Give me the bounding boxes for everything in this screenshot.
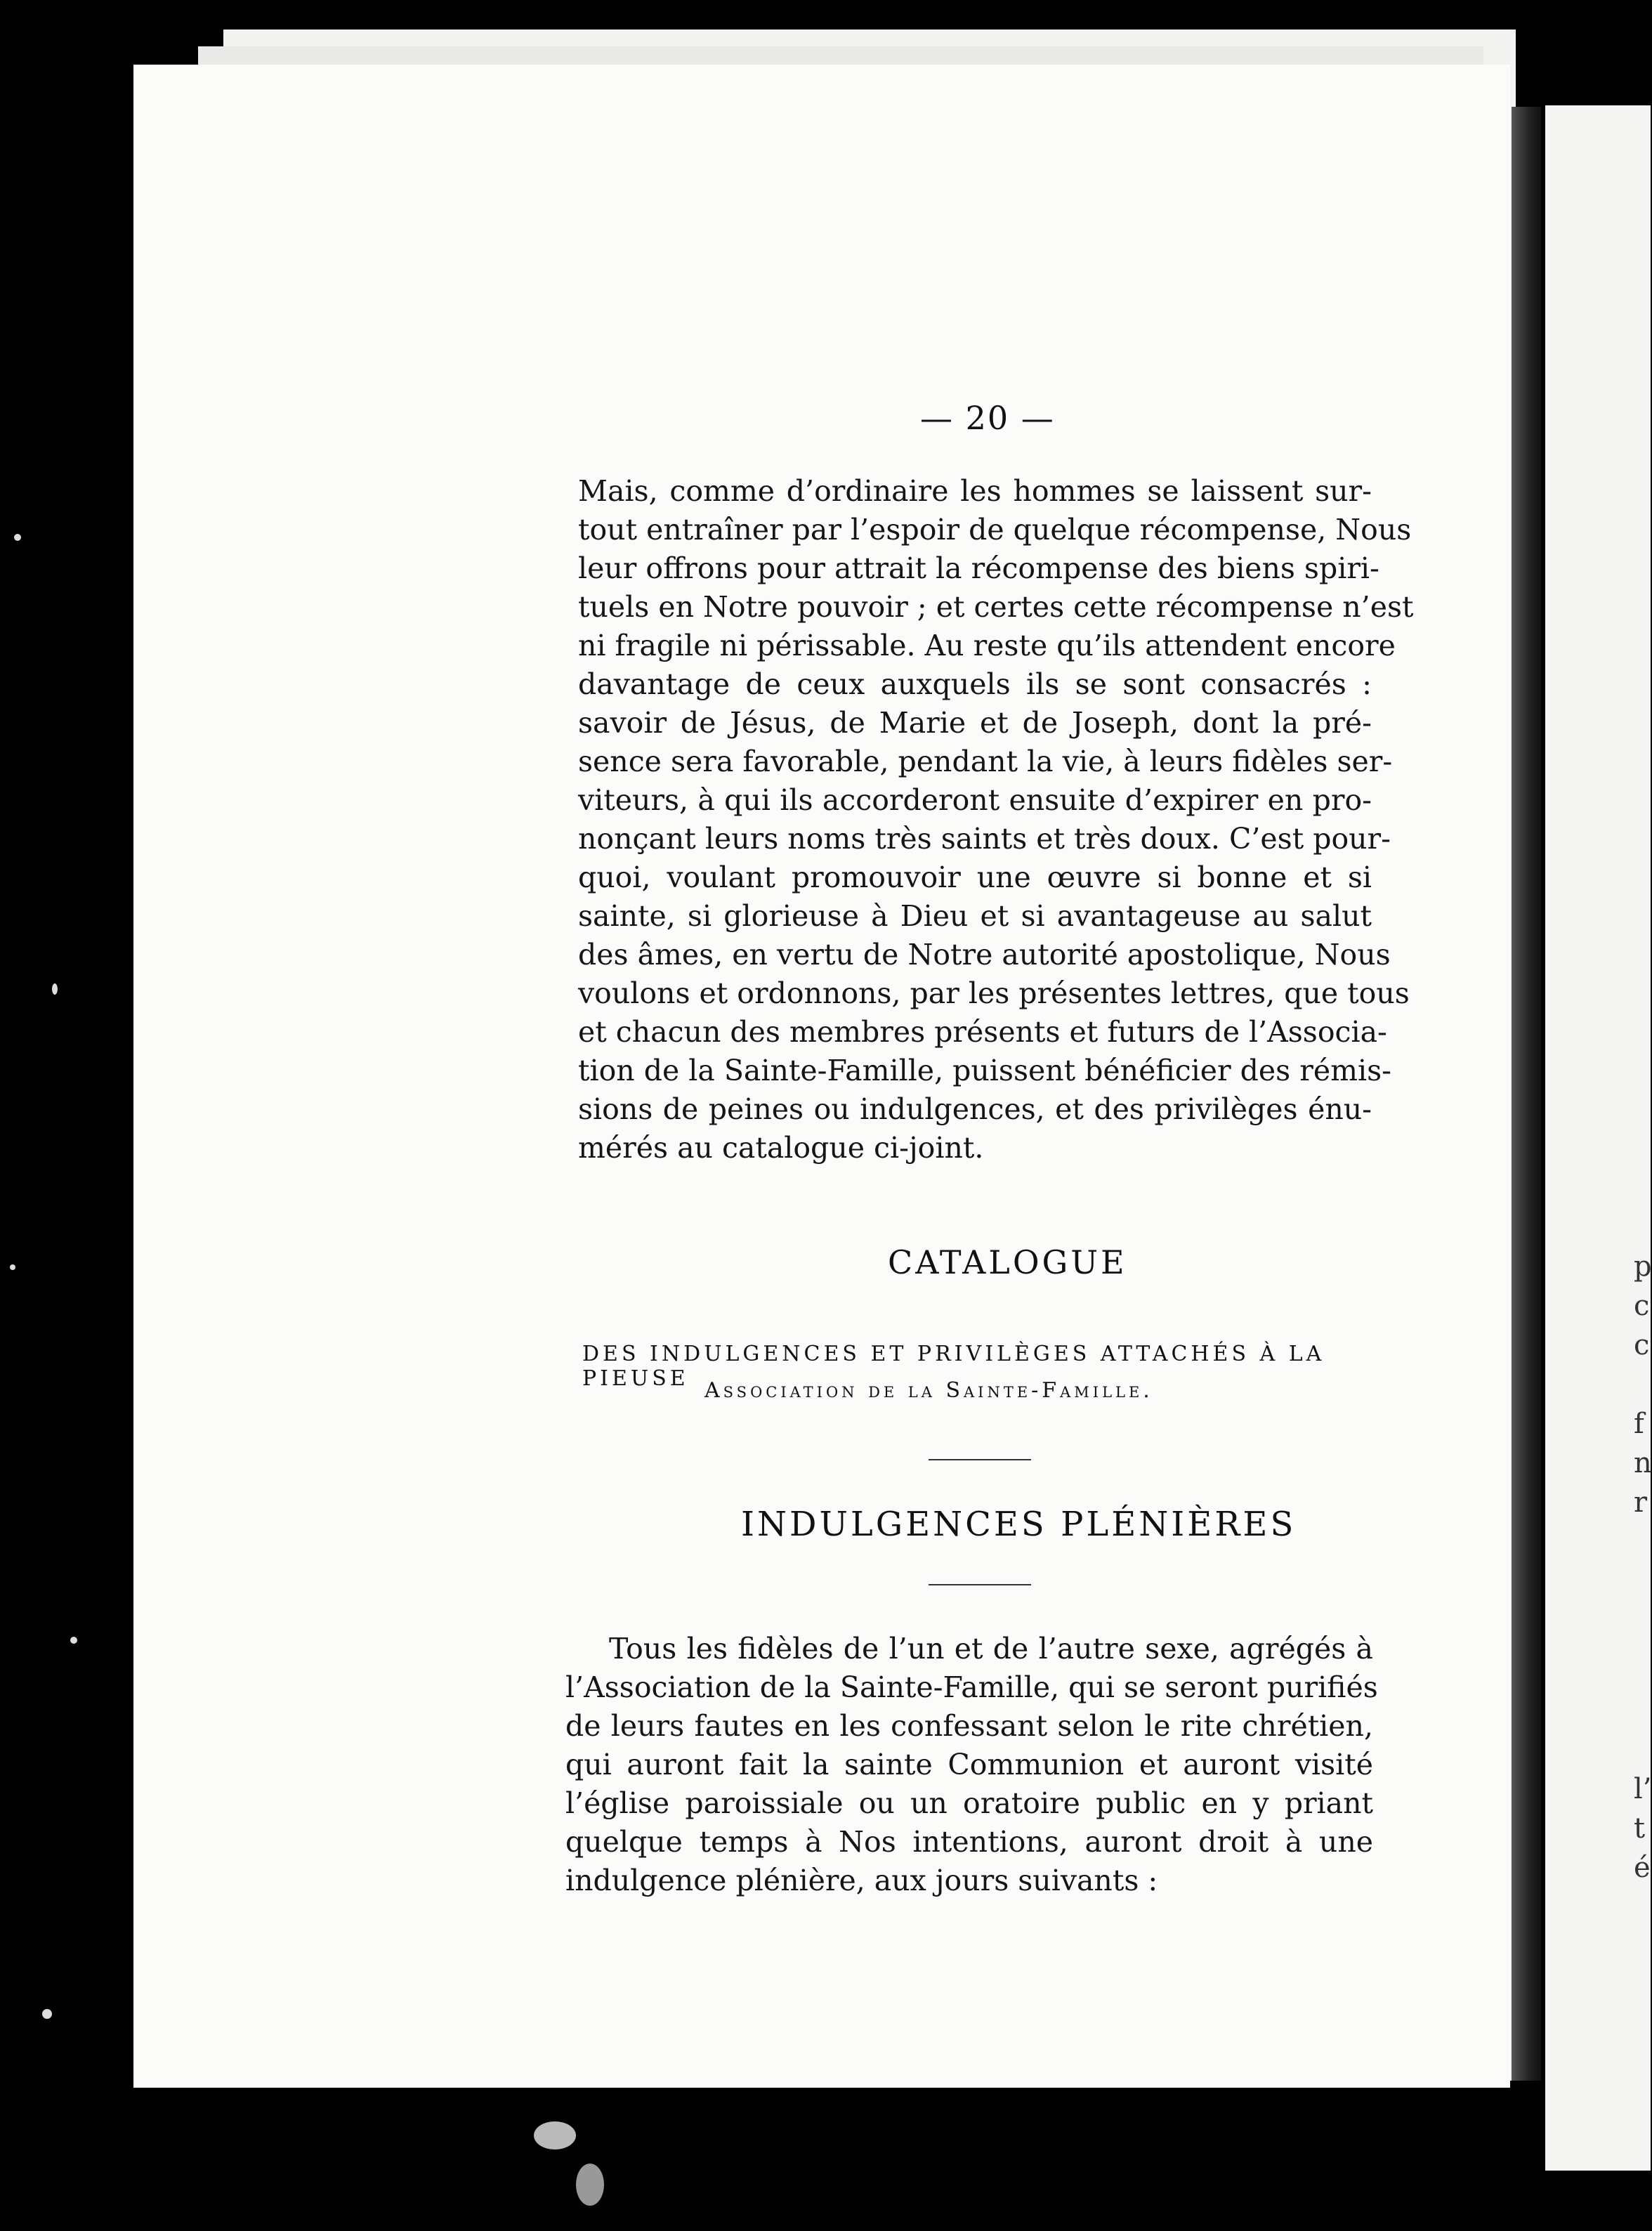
scan-speck: [52, 983, 58, 995]
section-title: INDULGENCES PLÉNIÈRES: [741, 1505, 1297, 1544]
facing-fragment: n: [1634, 1447, 1652, 1479]
facing-fragment: é: [1634, 1852, 1651, 1884]
divider-rule: [929, 1459, 1031, 1460]
scan-speck: [10, 1264, 15, 1270]
paragraph-2: [565, 1630, 1378, 1900]
facing-fragment: r: [1634, 1486, 1648, 1519]
scan-speck: [534, 2121, 576, 2150]
text-line: viteurs, à qui ils accorderont ensuite d’expirer en pro-: [578, 783, 1372, 817]
text-line: sence sera favorable, pendant la vie, à leurs fidèles ser-: [578, 745, 1393, 778]
text-line: sainte, si glorieuse à Dieu et si avantageuse au salut: [578, 899, 1372, 933]
facing-fragment: t: [1634, 1812, 1646, 1845]
text-line: tout entraîner par l’espoir de quelque récompense, Nous: [578, 513, 1412, 547]
text-line: quelque temps à Nos intentions, auront droit à une: [565, 1825, 1373, 1859]
text-line: voulons et ordonnons, par les présentes lettres, que tous: [578, 976, 1410, 1010]
text-line: de leurs fautes en les confessant selon le rite chrétien,: [565, 1709, 1373, 1743]
text-line: Tous les fidèles de l’un et de l’autre sexe, agrégés à: [609, 1632, 1373, 1666]
text-line: tuels en Notre pouvoir ; et certes cette récompense n’est: [578, 590, 1414, 624]
text-line: leur offrons pour attrait la récompense des biens spiri-: [578, 551, 1379, 585]
paragraph-1: [578, 472, 1414, 1167]
scan-speck: [576, 2164, 604, 2206]
text-line: ni fragile ni périssable. Au reste qu’ils attendent encore: [578, 629, 1396, 662]
scan-speck: [42, 2009, 52, 2019]
text-line: Mais, comme d’ordinaire les hommes se laissent sur-: [578, 474, 1372, 508]
facing-fragment: p: [1634, 1250, 1652, 1283]
text-line: l’église paroissiale ou un oratoire public en y priant: [565, 1786, 1373, 1820]
page-number: — 20 —: [920, 399, 1055, 437]
divider-rule: [929, 1584, 1031, 1585]
text-line: tion de la Sainte-Famille, puissent bénéficier des rémis-: [578, 1054, 1391, 1087]
text-line: nonçant leurs noms très saints et très doux. C’est pour-: [578, 822, 1391, 856]
facing-fragment: l’: [1634, 1773, 1652, 1805]
text-line: qui auront fait la sainte Communion et auront visité: [565, 1748, 1373, 1781]
scan-speck: [70, 1637, 77, 1644]
text-line: quoi, voulant promouvoir une œuvre si bonne et si: [578, 861, 1372, 894]
catalogue-subtitle-line-1: DES INDULGENCES ET PRIVILÈGES ATTACHÉS À LA PIEUSE: [582, 1342, 1325, 1391]
text-line: indulgence plénière, aux jours suivants :: [565, 1864, 1158, 1897]
text-line: davantage de ceux auxquels ils se sont consacrés :: [578, 667, 1372, 701]
catalogue-subtitle-line-2: Association de la Sainte-Famille.: [704, 1378, 1153, 1403]
text-line: et chacun des membres présents et futurs de l’Associa-: [578, 1015, 1387, 1049]
facing-fragment: c: [1634, 1290, 1650, 1322]
scan-speck: [14, 534, 21, 541]
text-line: savoir de Jésus, de Marie et de Joseph, dont la pré-: [578, 706, 1372, 740]
text-line: sions de peines ou indulgences, et des privilèges énu-: [578, 1092, 1372, 1126]
book-binding: [1512, 107, 1541, 2081]
text-line: des âmes, en vertu de Notre autorité apostolique, Nous: [578, 938, 1391, 971]
facing-fragment: c: [1634, 1329, 1650, 1361]
catalogue-title: CATALOGUE: [888, 1243, 1127, 1281]
text-line: mérés au catalogue ci-joint.: [578, 1131, 984, 1165]
text-line: l’Association de la Sainte-Famille, qui se seront purifiés: [565, 1670, 1378, 1704]
facing-fragment: f: [1634, 1408, 1644, 1440]
